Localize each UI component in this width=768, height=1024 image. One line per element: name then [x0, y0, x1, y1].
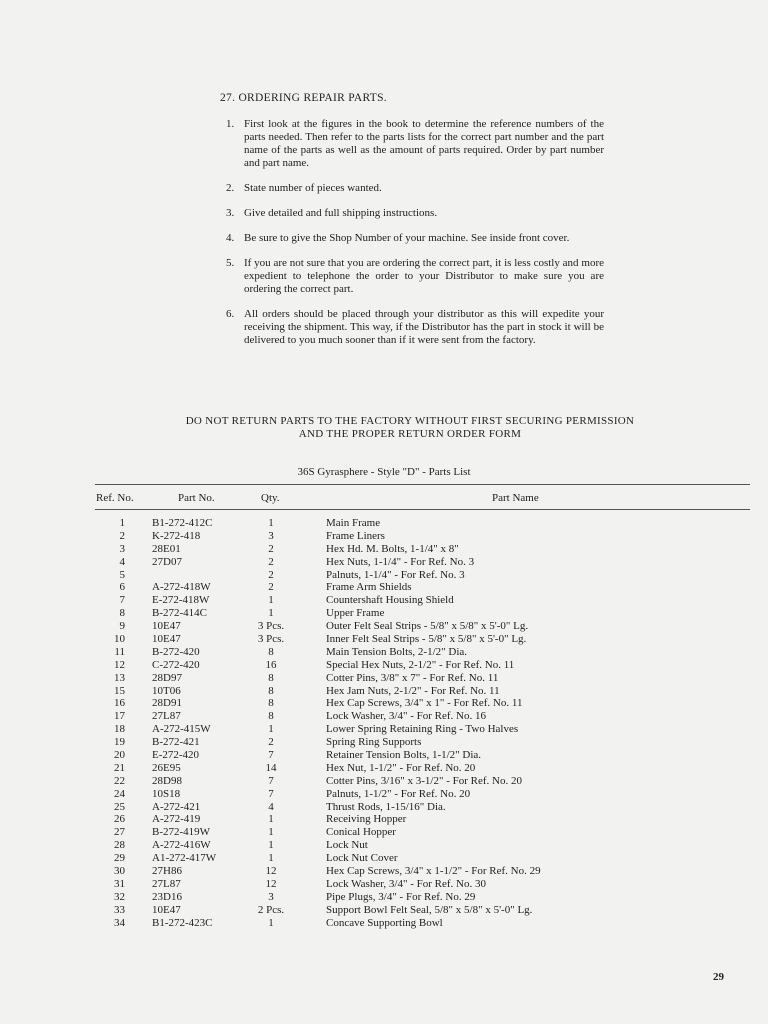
step-number: 4.	[226, 232, 235, 244]
ref-no-cell: 13	[114, 671, 125, 684]
ref-no-cell: 17	[114, 710, 125, 723]
qty-cell: 1	[268, 852, 274, 865]
part-name-cell: Pipe Plugs, 3/4" - For Ref. No. 29	[326, 890, 476, 903]
step-number: 1.	[226, 118, 235, 130]
table-row	[0, 517, 768, 530]
part-no-cell: A1-272-417W	[152, 852, 217, 865]
table-row	[0, 917, 768, 930]
step-number: 2.	[226, 182, 235, 194]
ref-no-cell: 12	[114, 658, 125, 671]
table-row	[0, 697, 768, 710]
part-name-cell: Countershaft Housing Shield	[326, 594, 454, 607]
table-row	[0, 620, 768, 633]
part-no-cell: A-272-416W	[152, 839, 211, 852]
part-name-cell: Frame Arm Shields	[326, 581, 412, 594]
table-row	[0, 904, 768, 917]
ref-no-cell: 27	[114, 826, 125, 839]
part-name-cell: Thrust Rods, 1-15/16" Dia.	[326, 800, 446, 813]
step-text: Be sure to give the Shop Number of your machine. See inside front cover.	[244, 232, 570, 244]
part-no-cell: B-272-414C	[152, 607, 207, 620]
qty-cell: 1	[268, 826, 274, 839]
qty-cell: 1	[268, 916, 274, 929]
qty-cell: 1	[268, 723, 274, 736]
part-no-cell: 27L87	[152, 710, 181, 723]
ref-no-cell: 19	[114, 736, 125, 749]
qty-cell: 1	[268, 594, 274, 607]
table-row	[0, 672, 768, 685]
table-row	[0, 865, 768, 878]
part-no-cell: B-272-419W	[152, 826, 211, 839]
qty-cell: 8	[268, 710, 274, 723]
ref-no-cell: 11	[114, 645, 125, 658]
parts-table	[0, 517, 768, 930]
ref-no-cell: 20	[114, 749, 125, 762]
table-row	[0, 633, 768, 646]
part-no-cell: 10E47	[152, 633, 181, 646]
table-row	[0, 556, 768, 569]
table-row	[0, 543, 768, 556]
step-item	[226, 182, 604, 195]
part-name-cell: Cotter Pins, 3/16" x 3-1/2" - For Ref. No. 20	[326, 774, 522, 787]
step-number: 5.	[226, 257, 235, 269]
ref-no-cell: 15	[114, 684, 125, 697]
header-ref-no: Ref. No.	[96, 492, 134, 504]
ref-no-cell: 31	[114, 877, 125, 890]
ref-no-cell: 9	[119, 620, 125, 633]
ref-no-cell: 28	[114, 839, 125, 852]
step-item	[226, 257, 604, 296]
qty-cell: 16	[265, 658, 277, 671]
part-name-cell: Spring Ring Supports	[326, 736, 422, 749]
qty-cell: 1	[268, 517, 274, 529]
step-number: 6.	[226, 308, 235, 320]
part-no-cell: E-272-418W	[152, 594, 210, 607]
table-row	[0, 801, 768, 814]
step-item	[226, 308, 604, 347]
header-part-name: Part Name	[492, 492, 539, 504]
table-row	[0, 788, 768, 801]
step-text: Give detailed and full shipping instructions.	[244, 207, 438, 219]
qty-cell: 8	[268, 671, 274, 684]
qty-cell: 8	[268, 697, 274, 710]
table-row	[0, 659, 768, 672]
table-row	[0, 581, 768, 594]
step-item	[226, 207, 604, 220]
table-row	[0, 723, 768, 736]
part-no-cell: 28D91	[152, 697, 182, 710]
part-name-cell: Support Bowl Felt Seal, 5/8" x 5/8" x 5'-0" Lg.	[326, 903, 533, 916]
part-no-cell: B1-272-412C	[152, 517, 213, 529]
ref-no-cell: 24	[114, 787, 125, 800]
part-no-cell: E-272-420	[152, 749, 200, 762]
qty-cell: 8	[268, 684, 274, 697]
ordering-steps	[226, 118, 604, 359]
table-row	[0, 749, 768, 762]
part-name-cell: Lock Washer, 3/4" - For Ref. No. 16	[326, 710, 486, 723]
qty-cell: 2	[268, 555, 274, 568]
part-no-cell: 27D07	[152, 555, 182, 568]
part-no-cell: 10E47	[152, 620, 181, 633]
table-row	[0, 710, 768, 723]
part-name-cell: Palnuts, 1-1/2" - For Ref. No. 20	[326, 787, 471, 800]
ref-no-cell: 10	[114, 633, 125, 646]
qty-cell: 2	[268, 542, 274, 555]
table-row	[0, 813, 768, 826]
parts-list-title: 36S Gyrasphere - Style "D" - Parts List	[297, 466, 471, 478]
table-row	[0, 569, 768, 582]
table-row	[0, 878, 768, 891]
qty-cell: 3	[268, 529, 274, 542]
table-row	[0, 852, 768, 865]
table-row	[0, 826, 768, 839]
table-row	[0, 839, 768, 852]
ref-no-cell: 18	[114, 723, 125, 736]
part-no-cell: B-272-420	[152, 645, 200, 658]
section-title: 27. ORDERING REPAIR PARTS.	[220, 92, 387, 104]
qty-cell: 3 Pcs.	[257, 633, 285, 646]
table-row	[0, 594, 768, 607]
qty-cell: 1	[268, 813, 274, 826]
table-row	[0, 685, 768, 698]
qty-cell: 3	[268, 890, 274, 903]
table-top-rule	[95, 484, 750, 485]
table-row	[0, 530, 768, 543]
ref-no-cell: 32	[114, 890, 125, 903]
part-no-cell: C-272-420	[152, 658, 200, 671]
qty-cell: 12	[265, 865, 277, 878]
qty-cell: 14	[265, 761, 277, 774]
ref-no-cell: 4	[119, 555, 125, 568]
part-name-cell: Frame Liners	[326, 529, 385, 542]
part-name-cell: Conical Hopper	[326, 826, 396, 839]
part-name-cell: Lock Nut	[326, 839, 368, 852]
part-name-cell: Hex Cap Screws, 3/4" x 1-1/2" - For Ref. No. 29	[326, 865, 541, 878]
part-no-cell: B1-272-423C	[152, 916, 213, 929]
step-item	[226, 118, 604, 170]
part-no-cell: A-272-415W	[152, 723, 211, 736]
ref-no-cell: 5	[119, 568, 125, 581]
ref-no-cell: 21	[114, 761, 125, 774]
part-name-cell: Cotter Pins, 3/8" x 7" - For Ref. No. 11	[326, 671, 499, 684]
part-name-cell: Lock Washer, 3/4" - For Ref. No. 30	[326, 877, 486, 890]
part-no-cell: 10S18	[152, 787, 181, 800]
qty-cell: 1	[268, 839, 274, 852]
part-no-cell: 27L87	[152, 877, 181, 890]
step-text: First look at the figures in the book to determine the reference numbers of the parts needed. Then refer to the parts lists for the correct part number and the part name of the parts as well as the amount of parts required. Order by part number and part name.	[244, 118, 604, 169]
part-name-cell: Hex Jam Nuts, 2-1/2" - For Ref. No. 11	[326, 684, 500, 697]
part-name-cell: Main Frame	[326, 517, 381, 529]
part-no-cell: 10T06	[152, 684, 181, 697]
part-name-cell: Retainer Tension Bolts, 1-1/2" Dia.	[326, 749, 482, 762]
ref-no-cell: 8	[119, 607, 125, 620]
part-name-cell: Lower Spring Retaining Ring - Two Halves	[326, 723, 519, 736]
ref-no-cell: 22	[114, 774, 125, 787]
qty-cell: 2	[268, 568, 274, 581]
header-part-no: Part No.	[178, 492, 215, 504]
header-qty: Qty.	[261, 492, 280, 504]
part-name-cell: Lock Nut Cover	[326, 852, 398, 865]
part-no-cell: A-272-419	[152, 813, 201, 826]
step-item	[226, 232, 604, 245]
ref-no-cell: 2	[119, 529, 125, 542]
step-text: If you are not sure that you are ordering the correct part, it is less costly and more expedient to telephone the order to your Distributor to make sure you are ordering the correct part.	[244, 257, 604, 295]
qty-cell: 7	[268, 774, 274, 787]
part-name-cell: Hex Nuts, 1-1/4" - For Ref. No. 3	[326, 555, 475, 568]
warning-line: AND THE PROPER RETURN ORDER FORM	[298, 428, 522, 440]
part-no-cell: 26E95	[152, 761, 181, 774]
ref-no-cell: 34	[114, 916, 125, 929]
part-name-cell: Concave Supporting Bowl	[326, 916, 443, 929]
part-no-cell: A-272-418W	[152, 581, 211, 594]
part-name-cell: Special Hex Nuts, 2-1/2" - For Ref. No. 11	[326, 658, 515, 671]
part-no-cell: K-272-418	[152, 529, 201, 542]
table-row	[0, 646, 768, 659]
qty-cell: 7	[268, 749, 274, 762]
part-no-cell: B-272-421	[152, 736, 200, 749]
qty-cell: 1	[268, 607, 274, 620]
part-name-cell: Inner Felt Seal Strips - 5/8" x 5/8" x 5'-0" Lg.	[326, 633, 527, 646]
table-header-rule	[95, 509, 750, 510]
part-no-cell: 23D16	[152, 890, 182, 903]
ref-no-cell: 1	[119, 517, 125, 529]
step-text: State number of pieces wanted.	[244, 182, 382, 194]
ref-no-cell: 30	[114, 865, 125, 878]
qty-cell: 4	[268, 800, 274, 813]
part-name-cell: Palnuts, 1-1/4" - For Ref. No. 3	[326, 568, 465, 581]
qty-cell: 3 Pcs.	[257, 620, 285, 633]
warning-line: DO NOT RETURN PARTS TO THE FACTORY WITHOUT FIRST SECURING PERMISSION	[185, 415, 635, 427]
ref-no-cell: 26	[114, 813, 125, 826]
part-no-cell: 27H86	[152, 865, 182, 878]
ref-no-cell: 25	[114, 800, 125, 813]
table-row	[0, 775, 768, 788]
part-no-cell: 28E01	[152, 542, 181, 555]
part-name-cell: Main Tension Bolts, 2-1/2" Dia.	[326, 645, 468, 658]
ref-no-cell: 3	[119, 542, 125, 555]
part-no-cell: A-272-421	[152, 800, 201, 813]
ref-no-cell: 16	[114, 697, 125, 710]
part-no-cell: 28D98	[152, 774, 182, 787]
ref-no-cell: 33	[114, 903, 125, 916]
step-text: All orders should be placed through your distributor as this will expedite your receiving the shipment. This way, if the Distributor has the part in stock it will be delivered to you much sooner than if it were sent from the factory.	[244, 308, 604, 346]
ref-no-cell: 29	[114, 852, 125, 865]
part-name-cell: Upper Frame	[326, 607, 385, 620]
table-row	[0, 762, 768, 775]
qty-cell: 7	[268, 787, 274, 800]
return-warning	[150, 415, 670, 441]
ref-no-cell: 6	[119, 581, 125, 594]
table-row	[0, 891, 768, 904]
ref-no-cell: 7	[119, 594, 125, 607]
qty-cell: 8	[268, 645, 274, 658]
step-number: 3.	[226, 207, 235, 219]
qty-cell: 12	[265, 877, 277, 890]
part-no-cell: 10E47	[152, 903, 181, 916]
part-name-cell: Hex Cap Screws, 3/4" x 1" - For Ref. No. 11	[326, 697, 523, 710]
qty-cell: 2	[268, 736, 274, 749]
part-no-cell: 28D97	[152, 671, 182, 684]
table-row	[0, 736, 768, 749]
part-name-cell: Receiving Hopper	[326, 813, 407, 826]
page-number: 29	[713, 971, 724, 983]
qty-cell: 2 Pcs.	[257, 903, 285, 916]
part-name-cell: Outer Felt Seal Strips - 5/8" x 5/8" x 5'-0" Lg.	[326, 620, 529, 633]
table-row	[0, 607, 768, 620]
part-name-cell: Hex Hd. M. Bolts, 1-1/4" x 8"	[326, 542, 459, 555]
qty-cell: 2	[268, 581, 274, 594]
part-name-cell: Hex Nut, 1-1/2" - For Ref. No. 20	[326, 761, 476, 774]
